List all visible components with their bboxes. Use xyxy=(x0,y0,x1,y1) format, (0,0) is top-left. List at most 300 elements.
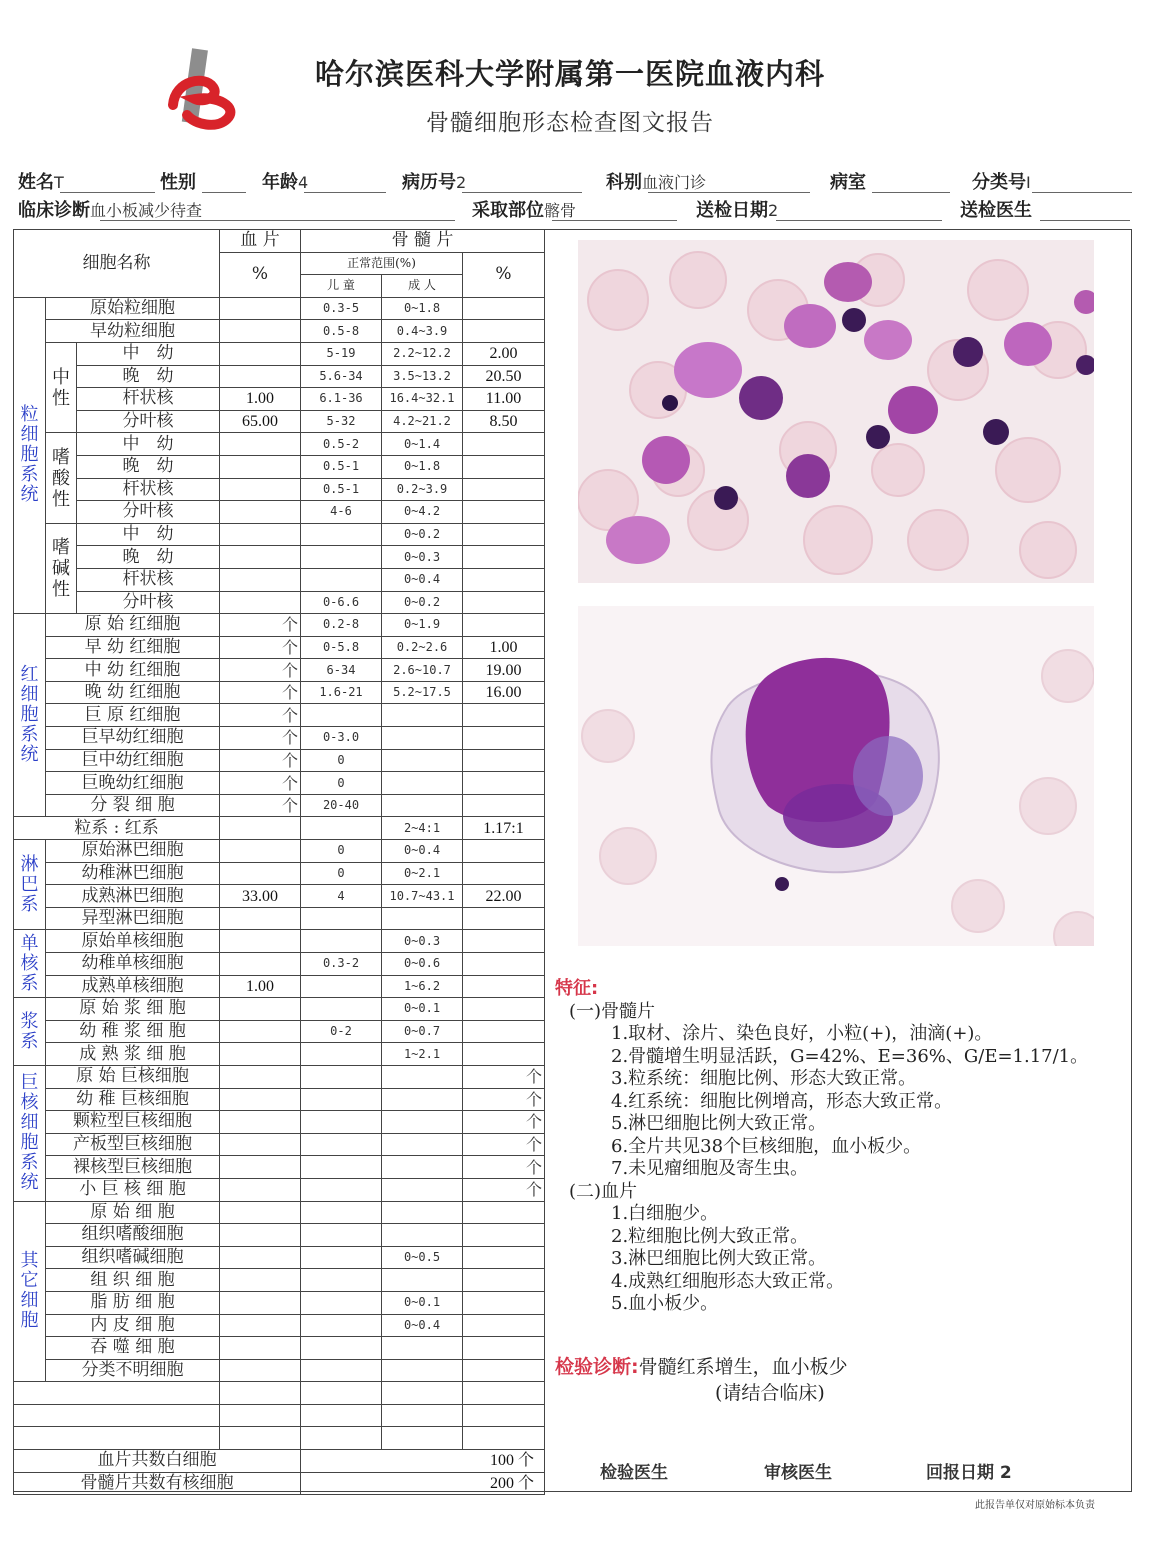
table-row xyxy=(14,681,545,704)
table-row xyxy=(14,365,545,388)
cell-name: 组 织 细 胞 xyxy=(46,1269,220,1292)
empty-cell xyxy=(463,1382,545,1405)
blood-pct-cell xyxy=(220,342,301,365)
sex-field: 性别 xyxy=(160,172,196,193)
adult-range-cell: 0~0.5 xyxy=(382,1246,463,1269)
table-row xyxy=(14,749,545,772)
empty-cell xyxy=(301,1382,382,1405)
adult-range-cell xyxy=(382,1224,463,1247)
cell-name: 成 熟 浆 细 胞 xyxy=(46,1043,220,1066)
marrow-pct-cell: 11.00 xyxy=(463,388,545,411)
header-marrow-pct: % xyxy=(463,252,545,297)
blood-pct-cell: 个 xyxy=(220,614,301,637)
eosinophil-label: 嗜酸性 xyxy=(46,433,77,523)
marrow-pct-cell xyxy=(463,704,545,727)
blood-pct-cell xyxy=(220,1359,301,1382)
child-range-cell xyxy=(301,1178,382,1201)
table-row xyxy=(14,501,545,524)
cell-name: 成熟淋巴细胞 xyxy=(46,885,220,908)
marrow-finding-item: 5.淋巴细胞比例大致正常。 xyxy=(611,1113,827,1134)
empty-cell xyxy=(14,1382,220,1405)
cell-name: 组织嗜酸细胞 xyxy=(46,1224,220,1247)
child-range-cell: 5-32 xyxy=(301,410,382,433)
cell-name: 异型淋巴细胞 xyxy=(46,907,220,930)
adult-range-cell: 2~4:1 xyxy=(382,817,463,840)
adult-range-cell: 10.7~43.1 xyxy=(382,885,463,908)
adult-range-cell: 4.2~21.2 xyxy=(382,410,463,433)
hospital-name: 哈尔滨医科大学附属第一医院血液内科 xyxy=(314,57,825,91)
adult-range-cell xyxy=(382,794,463,817)
blood-pct-cell xyxy=(220,907,301,930)
count-value: 100 个 xyxy=(301,1450,545,1473)
granulocyte-system-label: 粒细胞系统 xyxy=(14,297,46,613)
child-range-cell xyxy=(301,998,382,1021)
child-range-cell: 0-5.8 xyxy=(301,636,382,659)
blood-pct-cell xyxy=(220,862,301,885)
cell-name: 早 幼 红细胞 xyxy=(46,636,220,659)
table-row xyxy=(14,320,545,343)
marrow-pct-cell: 20.50 xyxy=(463,365,545,388)
table-row xyxy=(14,794,545,817)
marrow-pct-cell xyxy=(463,840,545,863)
cell-name: 原始淋巴细胞 xyxy=(46,840,220,863)
marrow-pct-cell xyxy=(463,568,545,591)
send-doctor-field: 送检医生 xyxy=(960,200,1032,221)
child-range-cell xyxy=(301,1065,382,1088)
blood-pct-cell xyxy=(220,455,301,478)
megakaryocyte-system-label: 巨核细胞系统 xyxy=(14,1065,46,1201)
cell-name: 幼稚淋巴细胞 xyxy=(46,862,220,885)
marrow-pct-cell xyxy=(463,727,545,750)
empty-cell xyxy=(220,1404,301,1427)
table-row xyxy=(14,1291,545,1314)
ward-field: 病室 xyxy=(830,172,866,193)
cell-name: 杆状核 xyxy=(77,478,220,501)
empty-cell xyxy=(301,1404,382,1427)
table-row xyxy=(14,772,545,795)
empty-cell xyxy=(220,1382,301,1405)
child-range-cell: 0-6.6 xyxy=(301,591,382,614)
child-range-cell xyxy=(301,704,382,727)
cell-name: 巨中幼红细胞 xyxy=(46,749,220,772)
other-cells-label: 其它细胞 xyxy=(14,1201,46,1382)
cell-name: 内 皮 细 胞 xyxy=(46,1314,220,1337)
child-range-cell xyxy=(301,1291,382,1314)
marrow-pct-cell: 16.00 xyxy=(463,681,545,704)
cell-name: 原始粒细胞 xyxy=(46,297,220,320)
marrow-pct-cell: 个 xyxy=(463,1088,545,1111)
blood-pct-cell: 个 xyxy=(220,704,301,727)
child-range-cell: 20-40 xyxy=(301,794,382,817)
blood-pct-cell xyxy=(220,930,301,953)
adult-range-cell xyxy=(382,749,463,772)
bone-marrow-smear-image xyxy=(578,240,1094,583)
name-field: 姓名T xyxy=(18,172,64,193)
child-range-cell: 0.3-2 xyxy=(301,953,382,976)
clinical-note: (请结合临床) xyxy=(715,1382,825,1404)
cell-name: 晚 幼 xyxy=(77,365,220,388)
cell-name: 脂 肪 细 胞 xyxy=(46,1291,220,1314)
blood-pct-cell xyxy=(220,1156,301,1179)
marrow-pct-cell: 个 xyxy=(463,1156,545,1179)
adult-range-cell: 0~0.7 xyxy=(382,1020,463,1043)
cell-name: 小 巨 核 细 胞 xyxy=(46,1178,220,1201)
table-row xyxy=(14,1043,545,1066)
cell-name: 晚 幼 xyxy=(77,546,220,569)
count-value: 200 个 xyxy=(301,1472,545,1495)
child-range-cell: 0.5-1 xyxy=(301,478,382,501)
marrow-pct-cell xyxy=(463,478,545,501)
adult-range-cell xyxy=(382,1111,463,1134)
cell-name: 巨晚幼红细胞 xyxy=(46,772,220,795)
adult-range-cell: 0~0.1 xyxy=(382,1291,463,1314)
adult-range-cell: 0.2~2.6 xyxy=(382,636,463,659)
lab-diagnosis xyxy=(555,1352,848,1379)
cell-name: 分 裂 细 胞 xyxy=(46,794,220,817)
blood-pct-cell xyxy=(220,1020,301,1043)
table-row xyxy=(14,1111,545,1134)
cell-name: 中 幼 xyxy=(77,342,220,365)
marrow-pct-cell xyxy=(463,546,545,569)
marrow-pct-cell xyxy=(463,455,545,478)
adult-range-cell: 0~0.1 xyxy=(382,998,463,1021)
table-row xyxy=(14,455,545,478)
empty-cell xyxy=(220,1427,301,1450)
marrow-pct-cell xyxy=(463,1224,545,1247)
marrow-pct-cell xyxy=(463,433,545,456)
table-row xyxy=(14,1359,545,1382)
blood-pct-cell: 1.00 xyxy=(220,388,301,411)
blood-pct-cell xyxy=(220,546,301,569)
blood-pct-cell xyxy=(220,591,301,614)
marrow-pct-cell: 8.50 xyxy=(463,410,545,433)
blood-finding-item: 2.粒细胞比例大致正常。 xyxy=(611,1225,809,1247)
marrow-finding-item: 4.红系统：细胞比例增高，形态大致正常。 xyxy=(611,1090,953,1112)
report-date-field: 回报日期 2 xyxy=(926,1463,1012,1483)
blood-pct-cell xyxy=(220,1224,301,1247)
blood-pct-cell xyxy=(220,568,301,591)
marrow-pct-cell xyxy=(463,772,545,795)
table-row xyxy=(14,546,545,569)
adult-range-cell: 0~0.6 xyxy=(382,953,463,976)
table-row xyxy=(14,840,545,863)
blood-pct-cell: 1.00 xyxy=(220,975,301,998)
blood-pct-cell xyxy=(220,1246,301,1269)
empty-cell xyxy=(382,1382,463,1405)
blood-pct-cell: 33.00 xyxy=(220,885,301,908)
reviewer-field: 审核医生 xyxy=(764,1463,832,1483)
cell-name: 分类不明细胞 xyxy=(46,1359,220,1382)
marrow-pct-cell xyxy=(463,614,545,637)
adult-range-cell: 1~6.2 xyxy=(382,975,463,998)
empty-cell xyxy=(382,1427,463,1450)
header-marrow: 骨 髓 片 xyxy=(301,230,545,253)
blood-pct-cell: 65.00 xyxy=(220,410,301,433)
blood-finding-item: 3.淋巴细胞比例大致正常。 xyxy=(611,1248,827,1269)
cell-name: 分叶核 xyxy=(77,410,220,433)
adult-range-cell xyxy=(382,727,463,750)
table-row xyxy=(14,1178,545,1201)
count-label: 骨髓片共数有核细胞 xyxy=(14,1472,301,1495)
child-range-cell xyxy=(301,817,382,840)
cell-name: 幼稚单核细胞 xyxy=(46,953,220,976)
blood-pct-cell: 个 xyxy=(220,794,301,817)
marrow-pct-cell xyxy=(463,1020,545,1043)
table-row xyxy=(14,704,545,727)
adult-range-cell xyxy=(382,1337,463,1360)
header-cell-name: 细胞名称 xyxy=(14,230,220,298)
adult-range-cell: 5.2~17.5 xyxy=(382,681,463,704)
blood-pct-cell xyxy=(220,1291,301,1314)
marrow-pct-cell xyxy=(463,297,545,320)
table-row xyxy=(14,1088,545,1111)
table-row xyxy=(14,930,545,953)
adult-range-cell: 0~0.4 xyxy=(382,568,463,591)
blood-pct-cell xyxy=(220,1065,301,1088)
cell-count-table xyxy=(13,229,545,1495)
hospital-logo xyxy=(165,45,245,130)
child-range-cell: 4-6 xyxy=(301,501,382,524)
count-label: 血片共数白细胞 xyxy=(14,1450,301,1473)
table-row xyxy=(14,388,545,411)
marrow-finding-item: 3.粒系统：细胞比例、形态大致正常。 xyxy=(611,1068,917,1089)
header-child: 儿 童 xyxy=(301,275,382,298)
category-field: 分类号I xyxy=(972,172,1031,193)
empty-cell xyxy=(301,1427,382,1450)
marrow-pct-cell xyxy=(463,1246,545,1269)
clinical-diagnosis-field: 临床诊断血小板减少待查 xyxy=(18,200,203,221)
blood-pct-cell: 个 xyxy=(220,727,301,750)
marrow-pct-cell xyxy=(463,1201,545,1224)
cell-name: 裸核型巨核细胞 xyxy=(46,1156,220,1179)
table-row xyxy=(14,636,545,659)
blood-pct-cell xyxy=(220,1111,301,1134)
adult-range-cell xyxy=(382,907,463,930)
send-date-field: 送检日期2 xyxy=(696,200,779,221)
blood-count-row xyxy=(14,1450,545,1473)
blood-pct-cell xyxy=(220,1269,301,1292)
table-row xyxy=(14,568,545,591)
cell-name: 中 幼 红细胞 xyxy=(46,659,220,682)
marrow-pct-cell xyxy=(463,975,545,998)
adult-range-cell xyxy=(382,704,463,727)
marrow-finding-item: 2.骨髓增生明显活跃，G=42%、E=36%、G/E=1.17/1。 xyxy=(611,1045,1089,1067)
table-row xyxy=(14,998,545,1021)
empty-cell xyxy=(382,1404,463,1427)
cell-name: 杆状核 xyxy=(77,568,220,591)
header-normal-range: 正常范围(%) xyxy=(301,252,463,275)
marrow-pct-cell xyxy=(463,523,545,546)
neutrophil-label: 中性 xyxy=(46,342,77,432)
child-range-cell: 0.5-8 xyxy=(301,320,382,343)
cell-name: 晚 幼 红细胞 xyxy=(46,681,220,704)
cell-name: 分叶核 xyxy=(77,501,220,524)
marrow-pct-cell: 2.00 xyxy=(463,342,545,365)
cell-name: 原 始 红细胞 xyxy=(46,614,220,637)
child-range-cell xyxy=(301,1359,382,1382)
adult-range-cell xyxy=(382,1133,463,1156)
child-range-cell xyxy=(301,1314,382,1337)
marrow-pct-cell: 个 xyxy=(463,1178,545,1201)
child-range-cell xyxy=(301,523,382,546)
cell-name: 幼 稚 巨核细胞 xyxy=(46,1088,220,1111)
table-row xyxy=(14,659,545,682)
child-range-cell: 5-19 xyxy=(301,342,382,365)
disclaimer: 此报告单仅对原始标本负责 xyxy=(975,1500,1095,1511)
cell-name: 原 始 细 胞 xyxy=(46,1201,220,1224)
age-field: 年龄4 xyxy=(262,172,309,193)
marrow-pct-cell xyxy=(463,1291,545,1314)
child-range-cell xyxy=(301,907,382,930)
adult-range-cell: 1~2.1 xyxy=(382,1043,463,1066)
cell-name: 成熟单核细胞 xyxy=(46,975,220,998)
basophil-label: 嗜碱性 xyxy=(46,523,77,613)
table-row xyxy=(14,1246,545,1269)
blood-pct-cell xyxy=(220,1337,301,1360)
dept-field: 科别血液门诊 xyxy=(606,172,707,193)
table-row xyxy=(14,614,545,637)
adult-range-cell: 0.2~3.9 xyxy=(382,478,463,501)
marrow-pct-cell: 个 xyxy=(463,1111,545,1134)
child-range-cell: 0-2 xyxy=(301,1020,382,1043)
child-range-cell: 0 xyxy=(301,772,382,795)
table-row xyxy=(14,1020,545,1043)
table-row xyxy=(14,953,545,976)
adult-range-cell: 0~4.2 xyxy=(382,501,463,524)
adult-range-cell xyxy=(382,1088,463,1111)
cell-name: 早幼粒细胞 xyxy=(46,320,220,343)
adult-range-cell xyxy=(382,1156,463,1179)
blood-pct-cell xyxy=(220,1133,301,1156)
marrow-pct-cell: 19.00 xyxy=(463,659,545,682)
blood-pct-cell xyxy=(220,953,301,976)
adult-range-cell: 0~0.2 xyxy=(382,523,463,546)
table-row xyxy=(14,433,545,456)
header-blood-pct: % xyxy=(220,252,301,297)
child-range-cell: 0.5-2 xyxy=(301,433,382,456)
adult-range-cell: 16.4~32.1 xyxy=(382,388,463,411)
blood-finding-item: 4.成熟红细胞形态大致正常。 xyxy=(611,1270,845,1292)
marrow-pct-cell xyxy=(463,1337,545,1360)
child-range-cell xyxy=(301,1246,382,1269)
cell-name: 产板型巨核细胞 xyxy=(46,1133,220,1156)
table-row xyxy=(14,907,545,930)
table-row xyxy=(14,410,545,433)
marrow-pct-cell xyxy=(463,1269,545,1292)
table-row xyxy=(14,1269,545,1292)
ratio-row xyxy=(14,817,545,840)
child-range-cell xyxy=(301,975,382,998)
empty-cell xyxy=(14,1404,220,1427)
child-range-cell xyxy=(301,930,382,953)
blood-finding-item: 5.血小板少。 xyxy=(611,1293,719,1314)
cell-name: 杆状核 xyxy=(77,388,220,411)
empty-cell xyxy=(463,1404,545,1427)
ratio-label: 粒系 : 红系 xyxy=(14,817,220,840)
marrow-pct-cell xyxy=(463,591,545,614)
cell-name: 吞 噬 细 胞 xyxy=(46,1337,220,1360)
blood-pct-cell xyxy=(220,1201,301,1224)
marrow-pct-cell xyxy=(463,998,545,1021)
cell-name: 晚 幼 xyxy=(77,455,220,478)
child-range-cell xyxy=(301,1111,382,1134)
cell-name: 中 幼 xyxy=(77,433,220,456)
adult-range-cell: 0~1.8 xyxy=(382,297,463,320)
record-field: 病历号2 xyxy=(402,172,467,193)
blood-pct-cell xyxy=(220,478,301,501)
adult-range-cell: 0~0.3 xyxy=(382,546,463,569)
cell-name: 分叶核 xyxy=(77,591,220,614)
marrow-section-title: (一)骨髓片 xyxy=(569,1000,656,1022)
blood-pct-cell xyxy=(220,1314,301,1337)
marrow-finding-item: 1.取材、涂片、染色良好，小粒(+)，油滴(+)。 xyxy=(611,1023,993,1044)
marrow-pct-cell: 1.17:1 xyxy=(463,817,545,840)
blood-pct-cell xyxy=(220,1178,301,1201)
blood-section-title: (二)血片 xyxy=(569,1180,638,1202)
adult-range-cell: 0~0.3 xyxy=(382,930,463,953)
table-row xyxy=(14,342,545,365)
blood-pct-cell xyxy=(220,501,301,524)
monocyte-system-label: 单核系 xyxy=(14,930,46,998)
table-row xyxy=(14,478,545,501)
table-row xyxy=(14,885,545,908)
blood-pct-cell xyxy=(220,1088,301,1111)
table-row xyxy=(14,1156,545,1179)
adult-range-cell xyxy=(382,1065,463,1088)
blood-pct-cell xyxy=(220,1043,301,1066)
marrow-pct-cell: 个 xyxy=(463,1065,545,1088)
blood-pct-cell: 个 xyxy=(220,749,301,772)
cell-name: 幼 稚 浆 细 胞 xyxy=(46,1020,220,1043)
report-title: 骨髓细胞形态检查图文报告 xyxy=(426,110,714,136)
header-adult: 成 人 xyxy=(382,275,463,298)
header-blood: 血 片 xyxy=(220,230,301,253)
adult-range-cell: 0~1.4 xyxy=(382,433,463,456)
child-range-cell: 6-34 xyxy=(301,659,382,682)
table-row xyxy=(14,1337,545,1360)
marrow-pct-cell: 个 xyxy=(463,1133,545,1156)
child-range-cell xyxy=(301,1088,382,1111)
adult-range-cell: 2.2~12.2 xyxy=(382,342,463,365)
table-row xyxy=(14,727,545,750)
adult-range-cell: 0~1.9 xyxy=(382,614,463,637)
child-range-cell: 0 xyxy=(301,840,382,863)
blood-pct-cell xyxy=(220,840,301,863)
lab-diagnosis-value: 骨髓红系增生，血小板少 xyxy=(638,1356,848,1378)
child-range-cell: 0.2-8 xyxy=(301,614,382,637)
table-row xyxy=(14,1065,545,1088)
table-row xyxy=(14,591,545,614)
table-row xyxy=(14,862,545,885)
blood-pct-cell: 个 xyxy=(220,636,301,659)
blood-pct-cell xyxy=(220,320,301,343)
blood-pct-cell xyxy=(220,297,301,320)
empty-row xyxy=(14,1404,545,1427)
marrow-pct-cell: 22.00 xyxy=(463,885,545,908)
adult-range-cell xyxy=(382,1269,463,1292)
empty-row xyxy=(14,1427,545,1450)
empty-cell xyxy=(463,1427,545,1450)
child-range-cell xyxy=(301,1269,382,1292)
adult-range-cell: 0~0.4 xyxy=(382,1314,463,1337)
marrow-pct-cell xyxy=(463,794,545,817)
marrow-pct-cell xyxy=(463,1043,545,1066)
adult-range-cell: 0~1.8 xyxy=(382,455,463,478)
cell-name: 巨早幼红细胞 xyxy=(46,727,220,750)
marrow-pct-cell xyxy=(463,320,545,343)
adult-range-cell: 3.5~13.2 xyxy=(382,365,463,388)
cell-name: 巨 原 红细胞 xyxy=(46,704,220,727)
